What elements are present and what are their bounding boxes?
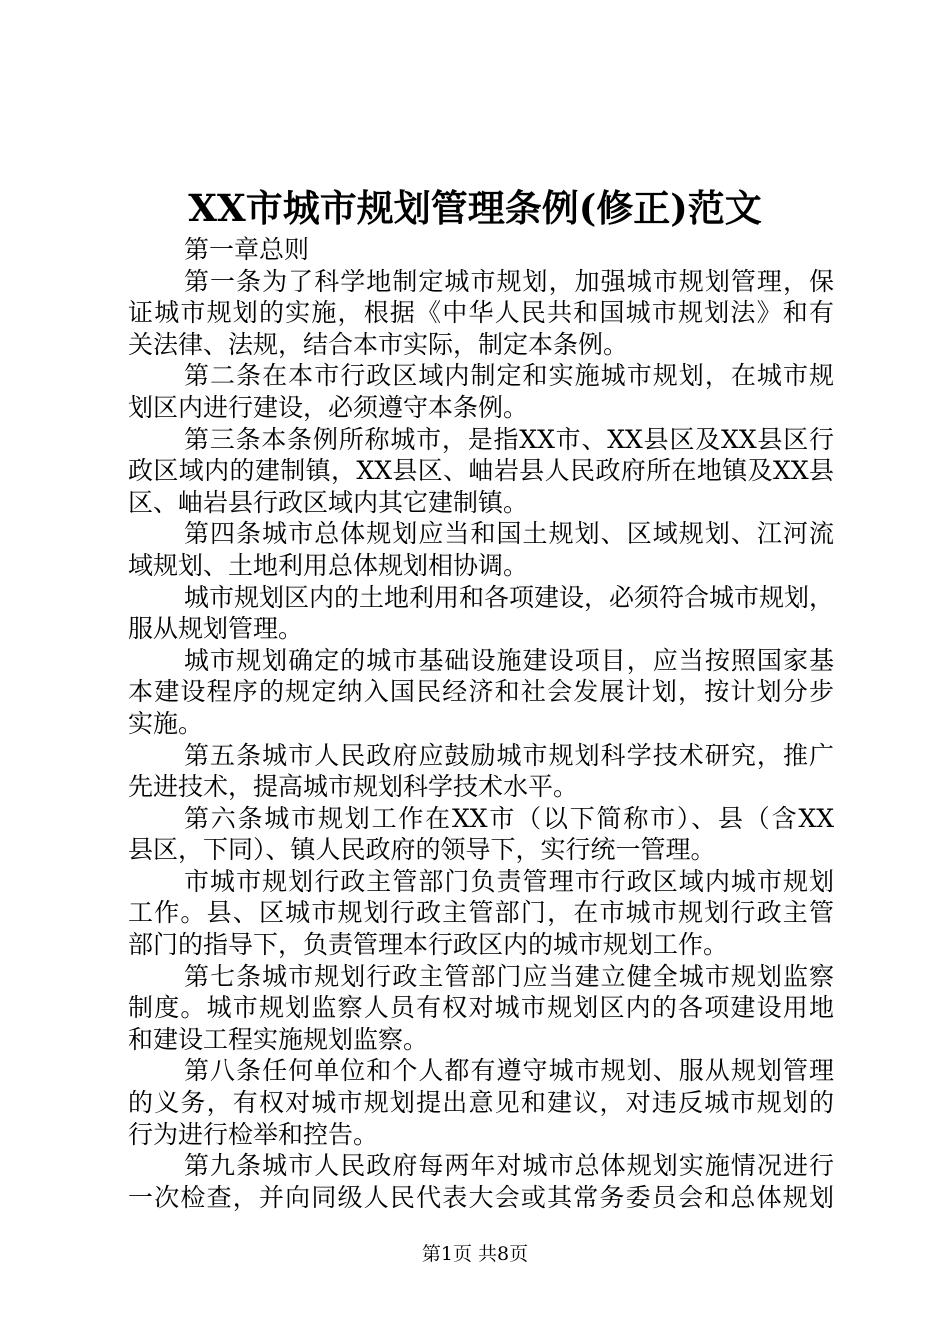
text-line: 第四条城市总体规划应当和国土规划、区域规划、江河流 [184, 519, 834, 549]
text-line: 本建设程序的规定纳入国民经济和社会发展计划，按计划分步 [128, 677, 834, 707]
text-line: 区、岫岩县行政区域内其它建制镇。 [128, 487, 529, 517]
text-line: 划区内进行建设，必须遵守本条例。 [128, 392, 529, 422]
text-line: 城市规划区内的土地利用和各项建设，必须符合城市规划， [184, 582, 834, 612]
text-line: 第六条城市规划工作在XX市（以下简称市）、县（含XX [184, 803, 834, 833]
text-line: 服从规划管理。 [128, 614, 304, 644]
text-line: 部门的指导下，负责管理本行政区内的城市规划工作。 [128, 930, 729, 960]
text-line: 工作。县、区城市规划行政主管部门，在市城市规划行政主管 [128, 898, 834, 928]
text-line: 第五条城市人民政府应鼓励城市规划科学技术研究，推广 [184, 740, 834, 770]
document-title: XX市城市规划管理条例(修正)范文 [188, 186, 762, 230]
text-line: 证城市规划的实施，根据《中华人民共和国城市规划法》和有 [128, 298, 834, 328]
text-line: 县区，下同）、镇人民政府的领导下，实行统一管理。 [128, 835, 716, 865]
page-footer: 第1页 共8页 [421, 1243, 529, 1265]
document-body [128, 234, 834, 1213]
text-line: 实施。 [128, 708, 204, 738]
text-line: 第一章总则 [184, 235, 310, 264]
text-line: 制度。城市规划监察人员有权对城市规划区内的各项建设用地 [128, 993, 834, 1023]
text-line: 关法律、法规，结合本市实际，制定本条例。 [128, 329, 629, 359]
text-line: 的义务，有权对城市规划提出意见和建议，对违反城市规划的 [128, 1088, 834, 1118]
text-line: 第三条本条例所称城市，是指XX市、XX县区及XX县区行 [184, 424, 834, 454]
text-line: 域规划、土地利用总体规划相协调。 [128, 550, 529, 580]
text-line: 一次检查，并向同级人民代表大会或其常务委员会和总体规划 [128, 1182, 834, 1212]
text-line: 第七条城市规划行政主管部门应当建立健全城市规划监察 [184, 961, 834, 991]
text-line: 第九条城市人民政府每两年对城市总体规划实施情况进行 [184, 1151, 834, 1181]
text-line: 政区域内的建制镇，XX县区、岫岩县人民政府所在地镇及XX县 [128, 456, 834, 486]
text-line: 和建设工程实施规划监察。 [128, 1024, 429, 1054]
text-line: 行为进行检举和控告。 [128, 1119, 379, 1149]
text-line: 先进技术，提高城市规划科学技术水平。 [128, 772, 579, 802]
text-line: 城市规划确定的城市基础设施建设项目，应当按照国家基 [184, 645, 834, 675]
text-line: 第八条任何单位和个人都有遵守城市规划、服从规划管理 [184, 1056, 834, 1086]
text-line: 市城市规划行政主管部门负责管理市行政区域内城市规划 [184, 866, 834, 896]
text-line: 第一条为了科学地制定城市规划，加强城市规划管理，保 [184, 266, 834, 296]
text-line: 第二条在本市行政区域内制定和实施城市规划，在城市规 [184, 361, 834, 391]
